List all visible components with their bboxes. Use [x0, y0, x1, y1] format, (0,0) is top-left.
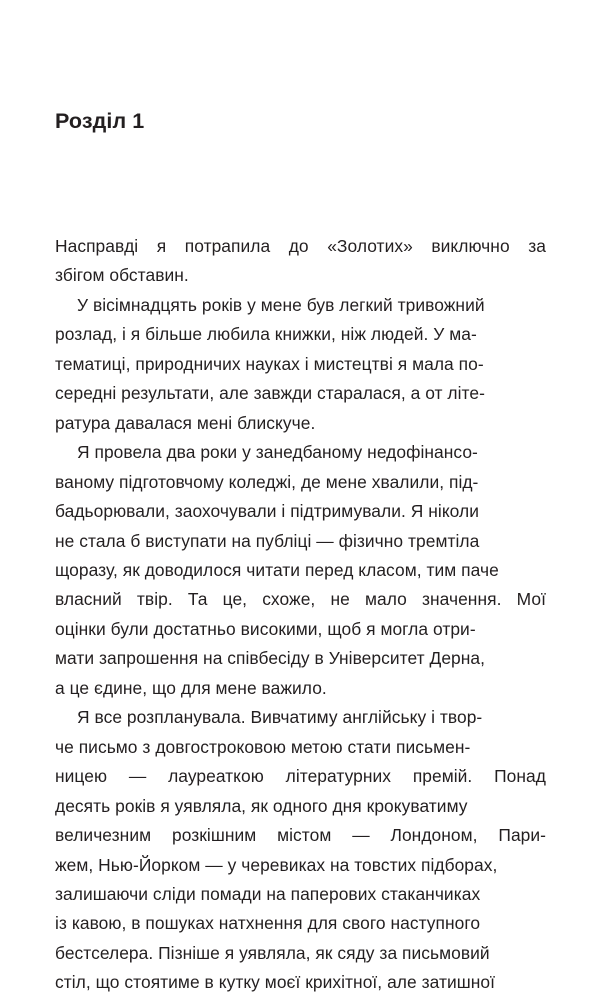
text-word: Пари- [498, 825, 546, 846]
text-line [55, 939, 546, 968]
text-word: премій. [412, 766, 473, 787]
text-word: виключно [431, 236, 510, 256]
text-word: до [288, 236, 309, 256]
text-line [55, 556, 546, 585]
text-run: мати запрошення на співбесіду в Університет Дерна, [55, 648, 486, 669]
text-run: оцінки були достатньо високими, щоб я могла отри- [55, 618, 476, 639]
text-word: твір. [136, 589, 173, 610]
text-run: ратура давалася мені блискуче. [55, 412, 316, 433]
text-word: «Золотих» [327, 236, 413, 256]
text-run: тематиці, природничих науках і мистецтві я мала по- [55, 353, 484, 374]
paragraph [55, 232, 546, 291]
text-word: це, [222, 589, 248, 610]
text-line [55, 320, 546, 349]
text-word: величезним [55, 825, 152, 846]
text-line [55, 468, 546, 497]
text-line [55, 733, 546, 762]
text-run: ваному підготовчому коледжі, де мене хвалили, під- [55, 471, 479, 492]
text-run: че письмо з довгостроковою метою стати письмен- [55, 736, 471, 757]
text-word: Понад [494, 766, 546, 787]
text-word: — [352, 825, 370, 846]
text-run: розлад, і я більше любила книжки, ніж людей. У ма- [55, 324, 477, 345]
text-line [55, 644, 546, 673]
text-word: потрапила [184, 236, 271, 256]
text-run: а це єдине, що для мене важило. [55, 677, 327, 698]
text-word: літературних [285, 766, 392, 787]
text-line [55, 851, 546, 880]
text-word: схоже, [262, 589, 316, 610]
text-word: Мої [516, 589, 546, 610]
text-word: — [128, 766, 147, 787]
text-word: мало [364, 589, 407, 610]
text-word: містом [277, 825, 332, 846]
text-line [55, 232, 546, 261]
text-word: Та [187, 589, 208, 610]
text-word: власний [55, 589, 122, 610]
paragraph [55, 291, 546, 438]
text-line [55, 703, 546, 732]
text-line [55, 261, 546, 290]
chapter-heading: Розділ 1 [55, 109, 145, 133]
text-line [55, 379, 546, 408]
text-word: за [528, 236, 546, 256]
text-line [55, 615, 546, 644]
text-run: середні результати, але завжди старалася, а от літе- [55, 383, 485, 404]
text-word: значення. [421, 589, 502, 610]
text-line [55, 821, 546, 850]
text-line [55, 350, 546, 379]
text-line [55, 409, 546, 438]
text-line [55, 497, 546, 526]
text-line [55, 968, 546, 997]
text-line [55, 792, 546, 821]
text-run: із кавою, в пошуках натхнення для свого наступного [55, 913, 481, 934]
text-run: У вісімнадцять років у мене був легкий тривожний [77, 294, 485, 315]
text-run: щоразу, як доводилося читати перед класом, тим паче [55, 559, 499, 580]
text-run: десять років я уявляла, як одного дня крокуватиму [55, 795, 468, 816]
text-run: бестселера. Пізніше я уявляла, як сяду за письмовий [55, 942, 490, 963]
text-run: стіл, що стоятиме в кутку моєї крихітної, але затишної [55, 972, 495, 993]
text-word: Насправді [55, 236, 139, 256]
text-word: я [156, 236, 167, 256]
text-run: не стала б виступати на публіці — фізично тремтіла [55, 530, 480, 551]
text-line [55, 438, 546, 467]
text-run: бадьорювали, заохочували і підтримували. Я ніколи [55, 501, 479, 522]
text-run: збігом обставин. [55, 265, 189, 286]
text-word: ницею [55, 766, 108, 787]
text-line [55, 291, 546, 320]
paragraph [55, 438, 546, 703]
text-run: Я провела два роки у занедбаному недофінансо- [77, 442, 478, 463]
text-word: розкішним [171, 825, 257, 846]
text-line [55, 585, 546, 614]
text-line [55, 909, 546, 938]
text-line [55, 527, 546, 556]
text-line [55, 880, 546, 909]
body-text-block [55, 232, 546, 998]
text-run: залишаючи сліди помади на паперових стаканчиках [55, 883, 481, 904]
text-word: Лондоном, [390, 825, 478, 846]
text-word: лауреаткою [168, 766, 264, 787]
paragraph [55, 703, 546, 998]
text-run: жем, Нью-Йорком — у черевиках на товстих підборах, [55, 854, 498, 875]
text-word: не [330, 589, 350, 610]
text-line [55, 762, 546, 791]
text-run: Я все розпланувала. Вивчатиму англійську і твор- [77, 707, 483, 728]
text-line [55, 674, 546, 703]
